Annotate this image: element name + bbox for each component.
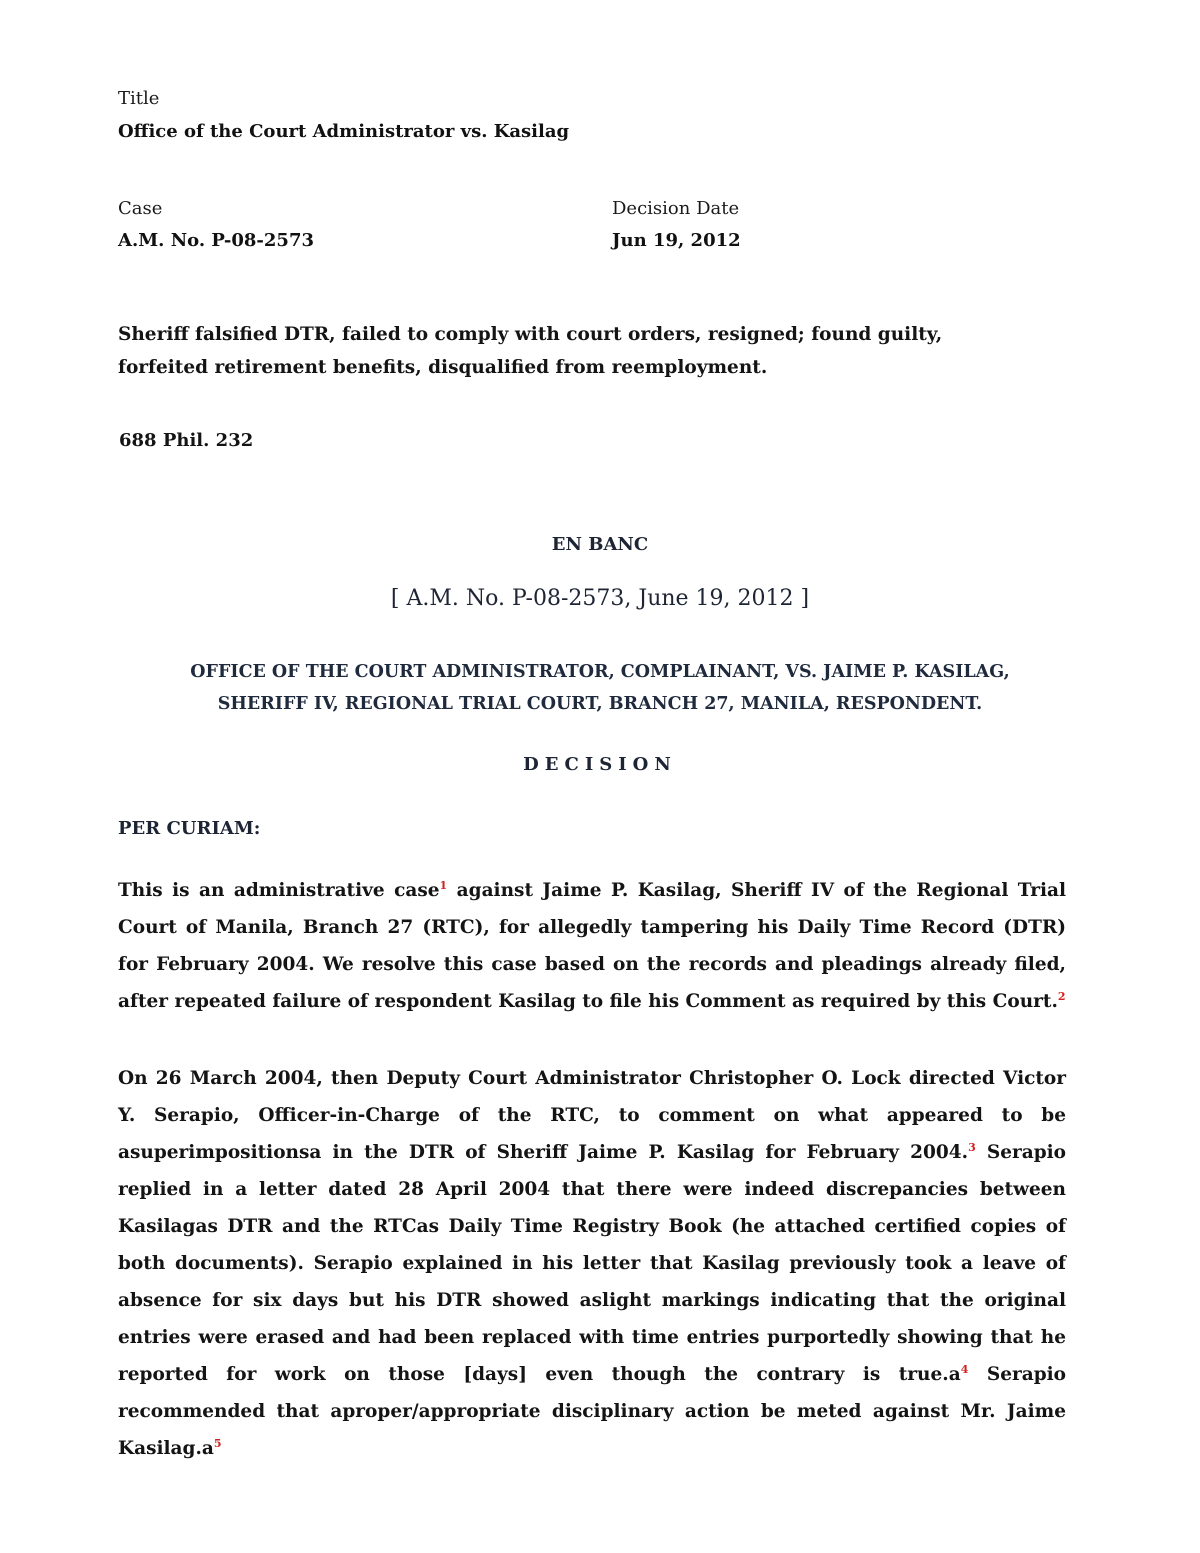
paragraph-2-text-b: Serapio replied in a letter dated 28 April 2004 that there were indeed discrepancies between Kasilagas DTR and the RTCas Daily Time Registry Book (he attached certified copies of both documents). Serapio explained in his letter that Kasilag previously took a leave of absence for six days but his DTR showed aslight markings indicating that the original entries were erased and had been replaced with time entries purportedly showing that he reported for work on those [days] even though the contrary is true.a xyxy=(118,1142,1066,1385)
paragraph-1 xyxy=(118,872,1066,1020)
court-division: EN BANC xyxy=(551,534,649,555)
docket-heading: [ A.M. No. P-08-2573, June 19, 2012 ] xyxy=(390,586,810,611)
footnote-ref-3[interactable]: 3 xyxy=(968,1140,976,1154)
footnote-ref-2[interactable]: 2 xyxy=(1057,989,1066,1003)
case-parties xyxy=(0,656,1200,720)
footnote-ref-1[interactable]: 1 xyxy=(439,878,448,892)
footnote-ref-4[interactable]: 4 xyxy=(960,1362,969,1376)
parties-line-2: SHERIFF IV, REGIONAL TRIAL COURT, BRANCH 27, MANILA, RESPONDENT. xyxy=(217,694,983,714)
paragraph-2-text-a: On 26 March 2004, then Deputy Court Administrator Christopher O. Lock directed Victor Y. Serapio, Officer-in-Charge of the RTC, to comment on what appeared to be asuperimpositionsa in the DTR of Sheriff Jaime P. Kasilag for February 2004. xyxy=(118,1068,1066,1163)
title-value: Office of the Court Administrator vs. Kasilag xyxy=(118,121,570,142)
ponente: PER CURIAM: xyxy=(118,818,261,839)
paragraph-1-text-a: This is an administrative case xyxy=(118,880,440,901)
decision-heading: DECISION xyxy=(523,754,677,775)
case-label: Case xyxy=(118,198,163,219)
case-summary: Sheriff falsified DTR, failed to comply with court orders, resigned; found guilty, forfeited retirement benefits, disqualified from reemployment. xyxy=(118,324,943,378)
report-citation: 688 Phil. 232 xyxy=(119,430,254,451)
decision-date-label: Decision Date xyxy=(612,198,740,219)
paragraph-1-text-b: against Jaime P. Kasilag, Sheriff IV of the Regional Trial Court of Manila, Branch 27 (RTC), for allegedly tampering his Daily Time Record (DTR) for February 2004. We resolve this case based on the records and pleadings already filed, after repeated failure of respondent Kasilag to file his Comment as required by this Court. xyxy=(118,880,1066,1012)
title-label: Title xyxy=(118,88,160,109)
footnote-ref-5[interactable]: 5 xyxy=(213,1436,222,1450)
paragraph-2 xyxy=(118,1060,1066,1467)
parties-line-1: OFFICE OF THE COURT ADMINISTRATOR, COMPLAINANT, VS. JAIME P. KASILAG, xyxy=(190,662,1010,682)
paragraph-2-text-c: Serapio recommended that aproper/appropriate disciplinary action be meted against Mr. Jaime Kasilag.a xyxy=(118,1364,1067,1459)
decision-date-value: Jun 19, 2012 xyxy=(612,230,741,251)
case-value: A.M. No. P-08-2573 xyxy=(118,230,315,251)
